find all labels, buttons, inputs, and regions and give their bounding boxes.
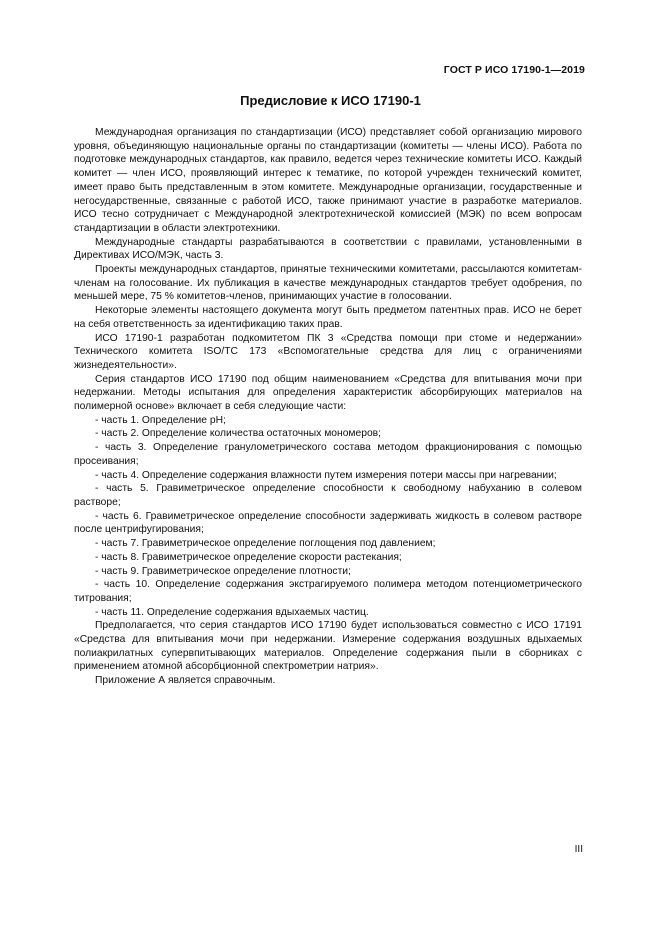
list-item-part-1: - часть 1. Определение pH; xyxy=(95,414,226,426)
list-item-part-2: - часть 2. Определение количества остаточных мономеров; xyxy=(95,428,382,440)
paragraph-related-standard: Предполагается, что серия стандартов ИСО 17190 будет использоваться совместно с ИСО 17191 «Средства для впитывания мочи при недержании. Измерение содержания воздушных вдыхаемых полиакрилатных супервпитывающих материалов. Определение содержания пыли в сборниках с применением атомной абсорбционной спектрометрии натрия». xyxy=(74,620,582,673)
paragraph-series-intro: Серия стандартов ИСО 17190 под общим наименованием «Средства для впитывания мочи при недержании. Методы испытания для определения характеристик абсорбирующих материалов на полимерной основе» включает в себя следующие части: xyxy=(74,373,582,413)
page-number: III xyxy=(574,844,583,855)
paragraph-iso-organization: Международная организация по стандартизации (ИСО) представляет собой организацию мирового уровня, объединяющую национальные органы по стандартизации (комитеты — члены ИСО). Работа по подготовке международных стандартов, как правило, ведется через технические комитеты ИСО. Каждый комитет — член ИСО, проявляющий интерес к тематике, по которой учрежден технический комитет, имеет право быть представленным в этом комитете. Международные организации, государственные и негосударственные, связанные с работой ИСО, также принимают участие в разработке материалов. ИСО тесно сотрудничает с Международной электротехнической комиссией (МЭК) по всем вопросам стандартизации в области электротехники. xyxy=(74,127,582,234)
list-item-part-5: - часть 5. Гравиметрическое определение способности к свободному набуханию в солевом растворе; xyxy=(74,483,582,508)
paragraph-patents: Некоторые элементы настоящего документа могут быть предметом патентных прав. ИСО не берет на себя ответственность за идентификацию таких прав. xyxy=(74,305,582,330)
paragraph-committee: ИСО 17190-1 разработан подкомитетом ПК 3 «Средства помощи при стоме и недержании» Технического комитета ISO/TC 173 «Вспомогательные средства для лиц с ограничениями жизнедеятельности». xyxy=(74,332,582,371)
paragraph-directives: Международные стандарты разрабатываются в соответствии с правилами, установленными в Директивах ИСО/МЭК, часть 3. xyxy=(74,236,582,262)
list-item-part-11: - часть 11. Определение содержания вдыхаемых частиц. xyxy=(95,606,369,618)
list-item-part-10: - часть 10. Определение содержания экстрагируемого полимера методом потенциометрического титрования; xyxy=(74,579,582,604)
list-item-part-9: - часть 9. Гравиметрическое определение плотности; xyxy=(95,565,351,577)
list-item-part-4: - часть 4. Определение содержания влажности путем измерения потери массы при нагревании; xyxy=(95,469,557,481)
paragraph-annex-note: Приложение А является справочным. xyxy=(95,675,276,687)
foreword-body xyxy=(74,126,582,688)
document-header: ГОСТ Р ИСО 17190-1—2019 xyxy=(443,64,585,76)
foreword-title: Предисловие к ИСО 17190-1 xyxy=(240,93,421,108)
list-item-part-3: - часть 3. Определение гранулометрического состава методом фракционирования с помощью просеивания; xyxy=(74,442,582,467)
list-item-part-8: - часть 8. Гравиметрическое определение скорости растекания; xyxy=(95,551,402,563)
list-item-part-7: - часть 7. Гравиметрическое определение поглощения под давлением; xyxy=(95,538,436,550)
paragraph-voting: Проекты международных стандартов, принятые техническими комитетами, рассылаются комитетам-членам на голосование. Их публикация в качестве международных стандартов требует одобрения, по меньшей мере, 75 % комитетов-членов, принимающих участие в голосовании. xyxy=(74,264,582,303)
list-item-part-6: - часть 6. Гравиметрическое определение способности задерживать жидкость в солевом растворе после центрифугирования; xyxy=(74,510,582,536)
